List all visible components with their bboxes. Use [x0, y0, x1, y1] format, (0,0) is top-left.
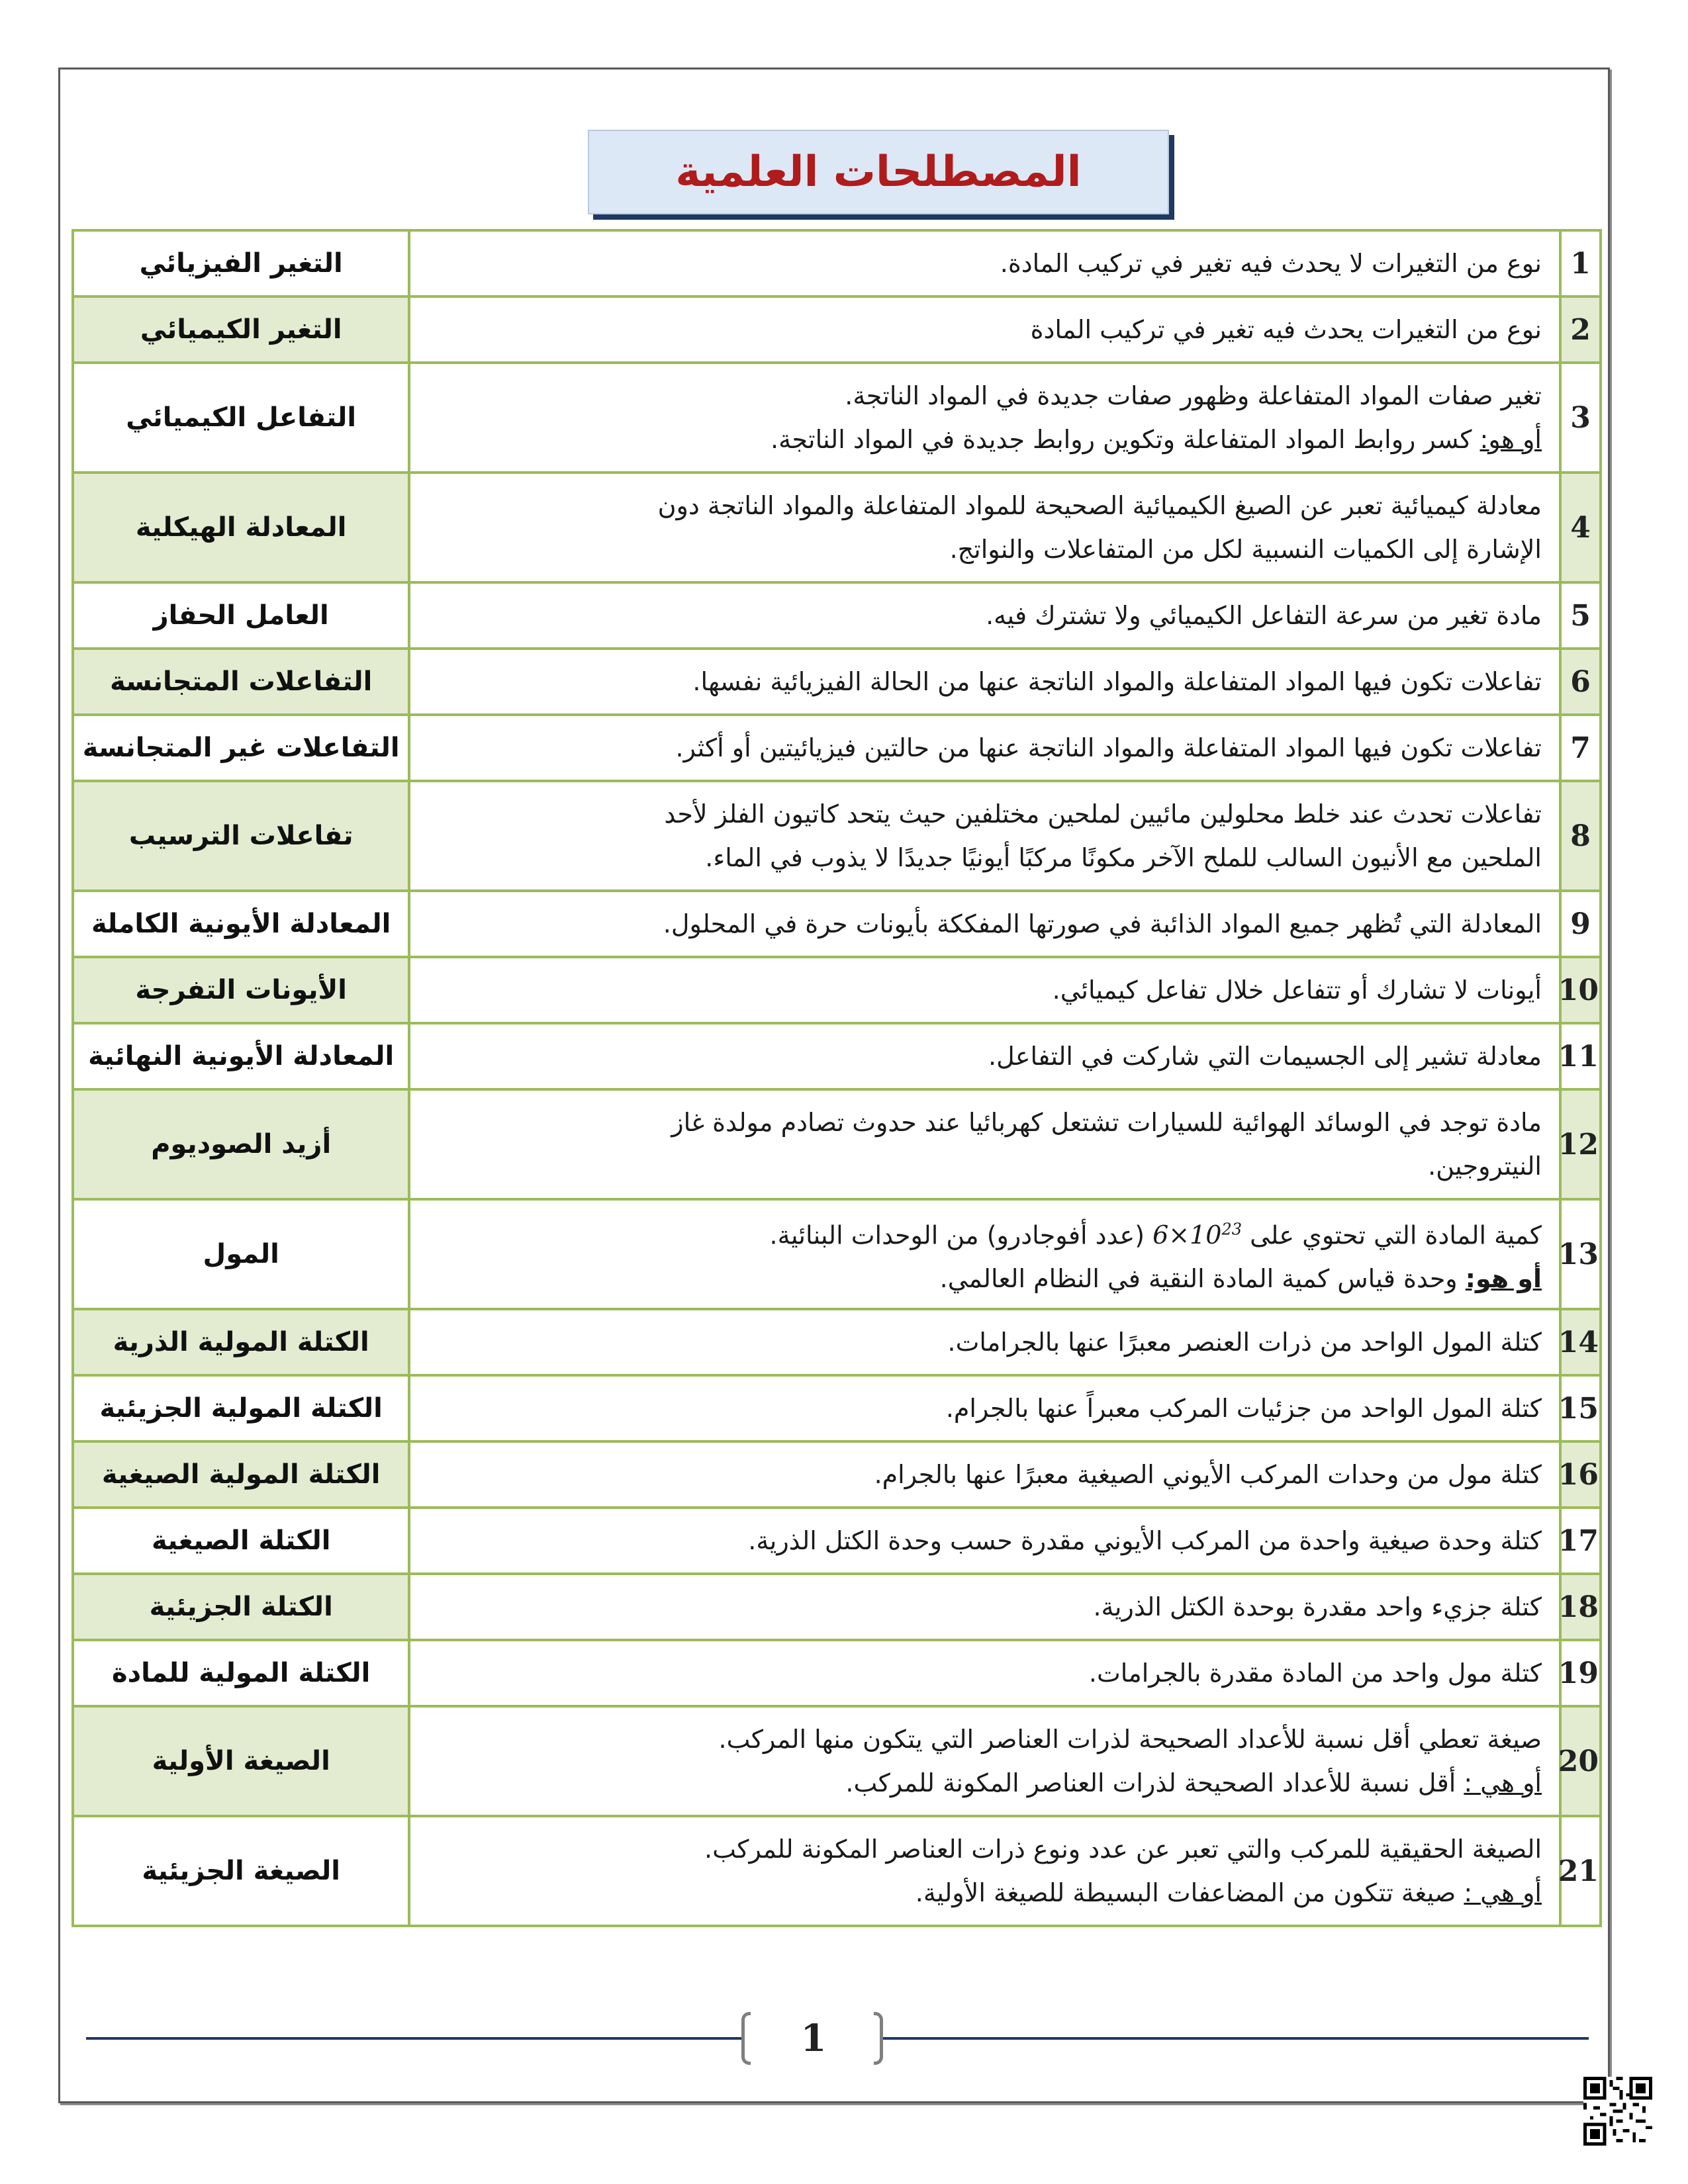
row-number: 2: [1560, 296, 1601, 363]
definition-cell: [409, 473, 1560, 582]
definition-line: صيغة تعطي أقل نسبة للأعداد الصحيحة لذرات العناصر التي يتكون منها المركب.: [718, 1725, 1542, 1754]
alternative-prefix: أو هو:: [1465, 1264, 1542, 1294]
term-cell: الصيغة الأولية: [73, 1706, 409, 1816]
term-cell: الكتلة المولية الصيغية: [73, 1441, 409, 1508]
definition-line: تفاعلات تكون فيها المواد المتفاعلة والمواد الناتجة عنها من الحالة الفيزيائية نفسها.: [692, 667, 1542, 696]
table-row: [73, 230, 1601, 296]
terms-table: [71, 229, 1602, 1927]
row-number: 4: [1560, 473, 1601, 582]
avogadro-number: [1152, 1220, 1242, 1250]
term-cell: الكتلة المولية الجزيئية: [73, 1375, 409, 1441]
row-number: 21: [1560, 1816, 1601, 1926]
definition-line: نوع من التغيرات يحدث فيه تغير في تركيب المادة: [1030, 315, 1542, 344]
row-number: 18: [1560, 1574, 1601, 1640]
table-row: [73, 957, 1601, 1023]
term-cell: التغير الكيميائي: [73, 296, 409, 363]
term-cell: تفاعلات الترسيب: [73, 781, 409, 891]
table-row: [73, 1508, 1601, 1574]
definition-text: (عدد أفوجادرو) من الوحدات البنائية.: [769, 1220, 1153, 1250]
definition-cell: [409, 1640, 1560, 1706]
qr-code-icon: [1583, 2077, 1652, 2146]
table-row: [73, 473, 1601, 582]
definition-line: تغير صفات المواد المتفاعلة وظهور صفات جديدة في المواد الناتجة.: [845, 381, 1542, 410]
table-row: [73, 1375, 1601, 1441]
definition-cell: [409, 230, 1560, 296]
definition-cell: [409, 1375, 1560, 1441]
row-number: 6: [1560, 649, 1601, 715]
table-row: [73, 1441, 1601, 1508]
definition-line: [420, 1208, 1542, 1257]
definition-cell: [409, 715, 1560, 781]
definition-line: الصيغة الحقيقية للمركب والتي تعبر عن عدد ونوع ذرات العناصر المكونة للمركب.: [704, 1835, 1542, 1864]
table-row: [73, 781, 1601, 891]
row-number: 3: [1560, 363, 1601, 473]
definition-line: الإشارة إلى الكميات النسبية لكل من المتفاعلات والنواتج.: [949, 535, 1542, 564]
avogadro-base: 6×10: [1152, 1220, 1222, 1250]
definition-cell: [409, 649, 1560, 715]
table-row: [73, 1089, 1601, 1199]
alternative-text: صيغة تتكون من المضاعفات البسيطة للصيغة الأولية.: [915, 1878, 1464, 1907]
definition-cell: [409, 363, 1560, 473]
row-number: 16: [1560, 1441, 1601, 1508]
definition-line: النيتروجين.: [1428, 1152, 1542, 1181]
definition-text: كمية المادة التي تحتوي على: [1242, 1220, 1542, 1250]
page-title: المصطلحات العلمية: [675, 148, 1082, 197]
definition-line: نوع من التغيرات لا يحدث فيه تغير في تركيب المادة.: [1000, 249, 1542, 278]
avogadro-exponent: 23: [1221, 1220, 1243, 1239]
term-cell: التغير الفيزيائي: [73, 230, 409, 296]
alternative-definition: [420, 1871, 1542, 1915]
definition-cell: [409, 1574, 1560, 1640]
definition-line: الملحين مع الأنيون السالب للملح الآخر مكونًا مركبًا أيونيًا جديدًا لا يذوب في الماء.: [705, 843, 1542, 872]
row-number: 5: [1560, 582, 1601, 649]
table-row: [73, 582, 1601, 649]
row-number: 7: [1560, 715, 1601, 781]
row-number: 10: [1560, 957, 1601, 1023]
alternative-definition: [420, 1761, 1542, 1805]
alternative-definition: [420, 1257, 1542, 1300]
definition-cell: [409, 891, 1560, 957]
table-row: [73, 1309, 1601, 1375]
definition-line: تفاعلات تكون فيها المواد المتفاعلة والمواد الناتجة عنها من حالتين فيزيائيتين أو أكثر.: [675, 733, 1542, 762]
row-number: 13: [1560, 1199, 1601, 1309]
row-number: 11: [1560, 1023, 1601, 1089]
row-number: 14: [1560, 1309, 1601, 1375]
alternative-prefix: أو هو:: [1479, 425, 1542, 454]
term-cell: المعادلة الأيونية الكاملة: [73, 891, 409, 957]
row-number: 12: [1560, 1089, 1601, 1199]
row-number: 8: [1560, 781, 1601, 891]
term-cell: التفاعلات المتجانسة: [73, 649, 409, 715]
row-number: 15: [1560, 1375, 1601, 1441]
footer-line-left: [86, 2037, 741, 2040]
definition-cell: [409, 582, 1560, 649]
definition-cell: [409, 1023, 1560, 1089]
term-cell: الكتلة الجزيئية: [73, 1574, 409, 1640]
definition-cell: [409, 1508, 1560, 1574]
alternative-text: أقل نسبة للأعداد الصحيحة لذرات العناصر المكونة للمركب.: [845, 1768, 1464, 1797]
definition-line: كتلة وحدة صيغية واحدة من المركب الأيوني مقدرة حسب وحدة الكتل الذرية.: [748, 1526, 1542, 1555]
term-cell: العامل الحفاز: [73, 582, 409, 649]
definition-line: المعادلة التي تُظهر جميع المواد الذائبة في صورتها المفككة بأيونات حرة في المحلول.: [663, 909, 1542, 938]
definition-cell: [409, 1706, 1560, 1816]
definition-cell: [409, 957, 1560, 1023]
table-row: [73, 1640, 1601, 1706]
table-row: [73, 715, 1601, 781]
definition-cell: [409, 1089, 1560, 1199]
alternative-prefix: أو هي :: [1464, 1768, 1542, 1797]
definition-cell: [409, 296, 1560, 363]
alternative-prefix: أو هي :: [1464, 1878, 1542, 1907]
term-cell: الصيغة الجزيئية: [73, 1816, 409, 1926]
term-cell: الكتلة المولية الذرية: [73, 1309, 409, 1375]
row-number: 1: [1560, 230, 1601, 296]
term-cell: المول: [73, 1199, 409, 1309]
table-row: [73, 891, 1601, 957]
definition-line: مادة تغير من سرعة التفاعل الكيميائي ولا تشترك فيه.: [986, 601, 1542, 630]
alternative-text: كسر روابط المواد المتفاعلة وتكوين روابط جديدة في المواد الناتجة.: [771, 425, 1480, 454]
definition-line: كتلة جزيء واحد مقدرة بوحدة الكتل الذرية.: [1093, 1592, 1542, 1621]
term-cell: الكتلة الصيغية: [73, 1508, 409, 1574]
definition-line: كتلة مول من وحدات المركب الأيوني الصيغية معبرًا عنها بالجرام.: [874, 1460, 1542, 1489]
term-cell: الأيونات التفرجة: [73, 957, 409, 1023]
definition-line: كتلة المول الواحد من جزئيات المركب معبراً عنها بالجرام.: [945, 1394, 1542, 1423]
table-row: [73, 1816, 1601, 1926]
table-row: [73, 296, 1601, 363]
term-cell: الكتلة المولية للمادة: [73, 1640, 409, 1706]
table-row: [73, 1023, 1601, 1089]
table-row: [73, 1706, 1601, 1816]
row-number: 20: [1560, 1706, 1601, 1816]
table-row: [73, 363, 1601, 473]
table-row: [73, 1199, 1601, 1309]
table-row: [73, 649, 1601, 715]
definition-cell: [409, 1816, 1560, 1926]
alternative-text: وحدة قياس كمية المادة النقية في النظام العالمي.: [939, 1264, 1466, 1294]
definition-cell: [409, 781, 1560, 891]
row-number: 17: [1560, 1508, 1601, 1574]
alternative-definition: [420, 418, 1542, 461]
term-cell: التفاعل الكيميائي: [73, 363, 409, 473]
definition-line: كتلة مول واحد من المادة مقدرة بالجرامات.: [1088, 1659, 1542, 1688]
term-cell: المعادلة الأيونية النهائية: [73, 1023, 409, 1089]
definition-line: تفاعلات تحدث عند خلط محلولين مائيين لملحين مختلفين حيث يتحد كاتيون الفلز لأحد: [664, 799, 1542, 829]
term-cell: المعادلة الهيكلية: [73, 473, 409, 582]
row-number: 9: [1560, 891, 1601, 957]
definition-line: كتلة المول الواحد من ذرات العنصر معبرًا عنها بالجرامات.: [947, 1328, 1542, 1357]
definition-line: معادلة تشير إلى الجسيمات التي شاركت في التفاعل.: [988, 1042, 1542, 1071]
term-cell: أزيد الصوديوم: [73, 1089, 409, 1199]
row-number: 19: [1560, 1640, 1601, 1706]
footer-line-right: [883, 2037, 1589, 2040]
definition-line: مادة توجد في الوسائد الهوائية للسيارات تشتعل كهربائيا عند حدوث تصادم مولدة غاز: [671, 1108, 1542, 1137]
definition-cell: [409, 1199, 1560, 1309]
table-row: [73, 1574, 1601, 1640]
page-number: 1: [800, 2017, 827, 2060]
definition-cell: [409, 1309, 1560, 1375]
definition-cell: [409, 1441, 1560, 1508]
definition-line: معادلة كيميائية تعبر عن الصيغ الكيميائية الصحيحة للمواد المتفاعلة والمواد الناتجة دون: [657, 491, 1542, 520]
term-cell: التفاعلات غير المتجانسة: [73, 715, 409, 781]
definition-line: أيونات لا تشارك أو تتفاعل خلال تفاعل كيميائي.: [1052, 976, 1542, 1005]
title-box: [588, 130, 1169, 214]
